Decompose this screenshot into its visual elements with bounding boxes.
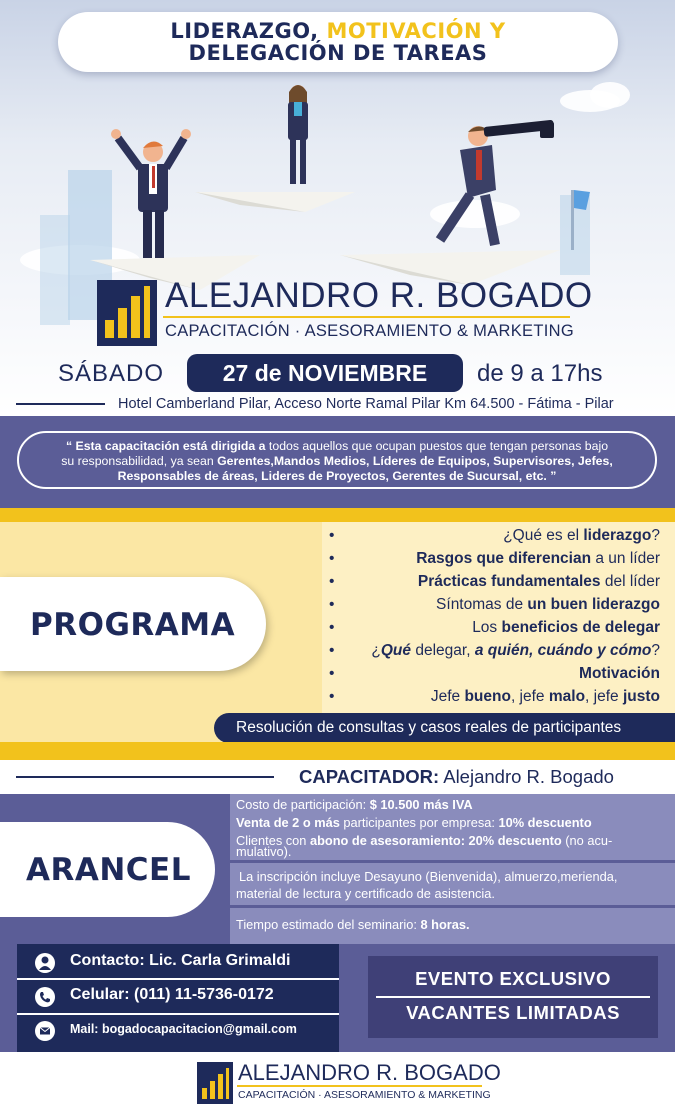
event-date: 27 de NOVIEMBRE — [187, 354, 463, 392]
contact-person: Contacto: Lic. Carla Grimaldi — [17, 946, 339, 980]
phone-icon — [35, 987, 55, 1007]
event-day: SÁBADO — [58, 360, 165, 387]
list-item: • Rasgos que diferencian a un líder — [329, 550, 660, 567]
list-item: • Motivación — [329, 665, 660, 682]
footer-brand-tagline: CAPACITACIÓN · ASESORAMIENTO & MARKETING — [238, 1089, 491, 1101]
arancel-cost: Costo de participación: $ 10.500 más IVA — [236, 797, 473, 812]
list-item: • Los beneficios de delegar — [329, 619, 660, 636]
brand-name: ALEJANDRO R. BOGADO — [165, 276, 593, 315]
description-text: “ Esta capacitación está dirigida a todos aquellos que ocupan puestos que tengan personas bajo su responsabilidad, ya sean Gerentes,Mandos Medios, Líderes de Equipos, Supervisores, Jefes, Responsables de áreas, Lideres de Proyectos, Gerentes de Sucursal, etc. ” — [17, 431, 657, 489]
title-part-2: MOTIVACIÓN Y — [326, 19, 506, 43]
event-hours: de 9 a 17hs — [477, 360, 603, 387]
list-item: • ¿Qué es el liderazgo? — [329, 527, 660, 544]
mail-icon — [35, 1021, 55, 1041]
arancel-discount-note: mulativo). — [236, 844, 292, 859]
footer-logo-icon — [197, 1062, 233, 1104]
hero-illustration — [0, 0, 675, 416]
arancel-heading: ARANCEL — [0, 822, 215, 917]
brand-tagline: CAPACITACIÓN · ASESORAMIENTO & MARKETING — [165, 322, 574, 340]
title-part-1: LIDERAZGO, — [170, 19, 327, 43]
event-date-row — [0, 352, 675, 392]
program-footer: Resolución de consultas y casos reales de participantes — [214, 713, 675, 743]
arancel-discount-group: Venta de 2 o más participantes por empresa: 10% descuento — [236, 815, 592, 830]
list-item: • Prácticas fundamentales del líder — [329, 573, 660, 590]
contact-phone[interactable]: Celular: (011) 11-5736-0172 — [17, 980, 339, 1014]
footer-brand-name: ALEJANDRO R. BOGADO — [238, 1060, 501, 1085]
list-item: • Síntomas de un buen liderazgo — [329, 596, 660, 613]
person-cheering — [111, 129, 191, 258]
title-banner — [58, 12, 618, 72]
trainer-line: CAPACITADOR: Alejandro R. Bogado — [299, 766, 614, 787]
arancel-duration: Tiempo estimado del seminario: 8 horas. — [236, 917, 470, 932]
event-venue: Hotel Camberland Pilar, Acceso Norte Ramal Pilar Km 64.500 - Fátima - Pilar — [118, 396, 614, 412]
person-icon — [35, 953, 55, 973]
person-woman — [288, 85, 308, 184]
event-exclusive: EVENTO EXCLUSIVO — [415, 968, 611, 989]
bar-chart-logo-icon — [97, 280, 157, 346]
title-line-2: DELEGACIÓN DE TAREAS — [188, 41, 488, 65]
event-limited: VACANTES LIMITADAS — [406, 1002, 620, 1023]
arancel-includes-1: La inscripción incluye Desayuno (Bienvenida), almuerzo,merienda, — [239, 869, 618, 884]
arancel-includes-2: material de lectura y certificado de asistencia. — [236, 886, 495, 901]
contact-mail[interactable]: Mail: bogadocapacitacion@gmail.com — [17, 1014, 339, 1048]
person-telescope — [440, 120, 554, 245]
list-item: • ¿Qué delegar, a quién, cuándo y cómo? — [329, 642, 660, 659]
programa-heading: PROGRAMA — [0, 577, 266, 671]
exclusive-event-badge — [368, 956, 658, 1038]
arancel-discount-clients: Clientes con abono de asesoramiento: 20% descuento (no acu- — [236, 833, 613, 848]
list-item: • Jefe bueno, jefe malo, jefe justo — [329, 688, 660, 705]
